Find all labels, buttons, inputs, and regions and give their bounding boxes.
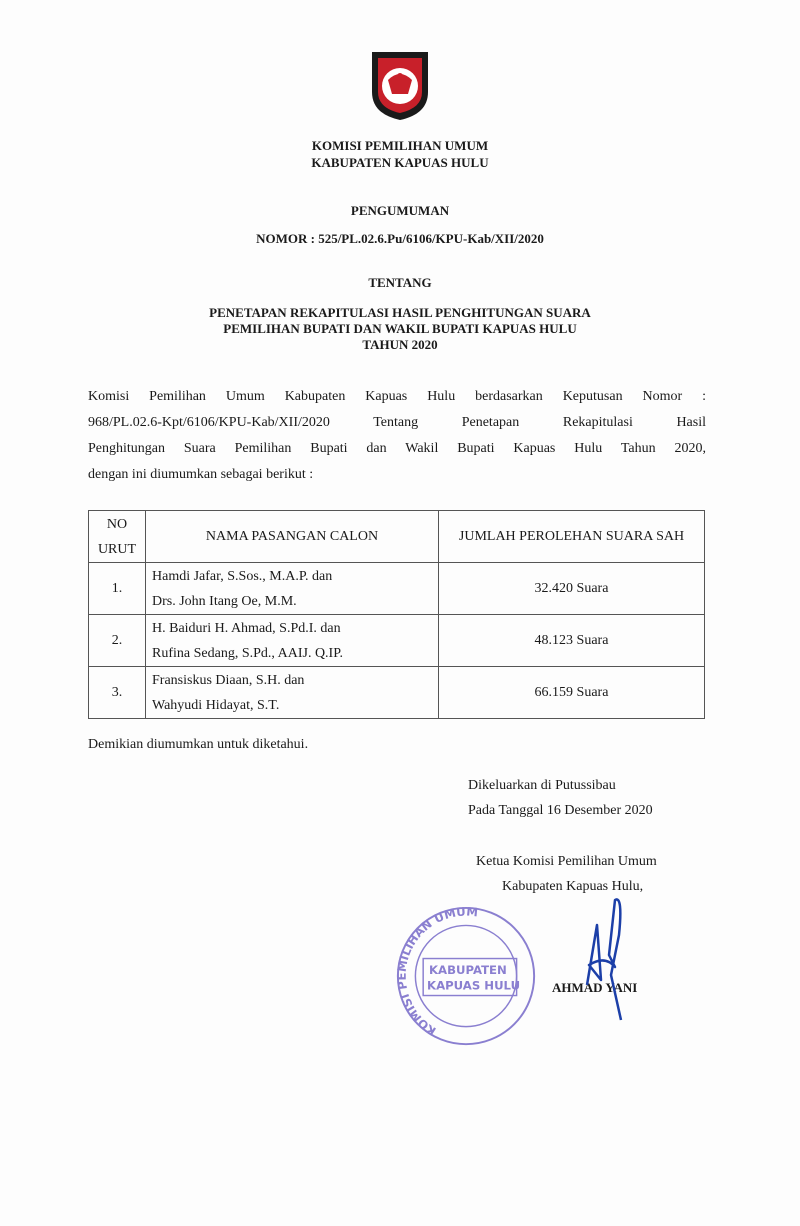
org-name-line2: KABUPATEN KAPUAS HULU	[311, 155, 489, 170]
header-no: NO URUT	[89, 511, 146, 563]
org-name-line1: KOMISI PEMILIHAN UMUM	[311, 138, 489, 153]
subject-line3: TAHUN 2020	[362, 337, 438, 352]
about-label: TENTANG	[368, 275, 432, 290]
issue-place: Dikeluarkan di Putussibau	[468, 778, 616, 793]
intro-line: Penghitungan Suara Pemilihan Bupati dan Wakil Bupati Kapuas Hulu Tahun 2020,	[88, 441, 706, 456]
subject-line2: PEMILIHAN BUPATI DAN WAKIL BUPATI KAPUAS HULU	[223, 321, 577, 336]
results-table	[88, 510, 705, 719]
table-row	[89, 563, 705, 615]
table-row	[89, 615, 705, 667]
row-votes: 66.159 Suara	[439, 667, 705, 719]
table-header	[89, 511, 705, 563]
intro-line: 968/PL.02.6-Kpt/6106/KPU-Kab/XII/2020 Tentang Penetapan Rekapitulasi Hasil	[88, 415, 706, 430]
intro-line: dengan ini diumumkan sebagai berikut :	[88, 467, 314, 482]
stamp-center-line2: KAPUAS HULU	[427, 978, 521, 993]
doc-number: NOMOR : 525/PL.02.6.Pu/6106/KPU-Kab/XII/2020	[256, 231, 544, 246]
official-stamp	[388, 905, 544, 1051]
closing-text: Demikian diumumkan untuk diketahui.	[88, 737, 309, 752]
header-name: NAMA PASANGAN CALON	[146, 511, 439, 563]
signer-name: AHMAD YANI	[552, 980, 638, 995]
row-name: Hamdi Jafar, S.Sos., M.A.P. dan Drs. John Itang Oe, M.M.	[146, 563, 439, 615]
intro-line: Komisi Pemilihan Umum Kabupaten Kapuas Hulu berdasarkan Keputusan Nomor :	[88, 389, 706, 404]
signer-title-line2: Kabupaten Kapuas Hulu,	[502, 879, 644, 894]
row-votes: 48.123 Suara	[439, 615, 705, 667]
row-no: 2.	[89, 615, 146, 667]
signer-title-line1: Ketua Komisi Pemilihan Umum	[476, 854, 657, 869]
row-name: Fransiskus Diaan, S.H. dan Wahyudi Hidayat, S.T.	[146, 667, 439, 719]
row-votes: 32.420 Suara	[439, 563, 705, 615]
stamp-center-line1: KABUPATEN	[429, 963, 507, 978]
stamp-ring-text: KOMISI PEMILIHAN UMUM	[394, 905, 479, 1039]
handwritten-signature	[575, 895, 635, 1025]
row-no: 3.	[89, 667, 146, 719]
row-no: 1.	[89, 563, 146, 615]
kpu-logo	[368, 48, 432, 122]
header-votes: JUMLAH PEROLEHAN SUARA SAH	[439, 511, 705, 563]
issue-date: Pada Tanggal 16 Desember 2020	[468, 803, 653, 818]
subject-line1: PENETAPAN REKAPITULASI HASIL PENGHITUNGAN SUARA	[209, 305, 591, 320]
doc-type: PENGUMUMAN	[350, 203, 450, 218]
row-name: H. Baiduri H. Ahmad, S.Pd.I. dan Rufina Sedang, S.Pd., AAIJ. Q.IP.	[146, 615, 439, 667]
table-row	[89, 667, 705, 719]
intro-paragraph	[88, 384, 706, 488]
